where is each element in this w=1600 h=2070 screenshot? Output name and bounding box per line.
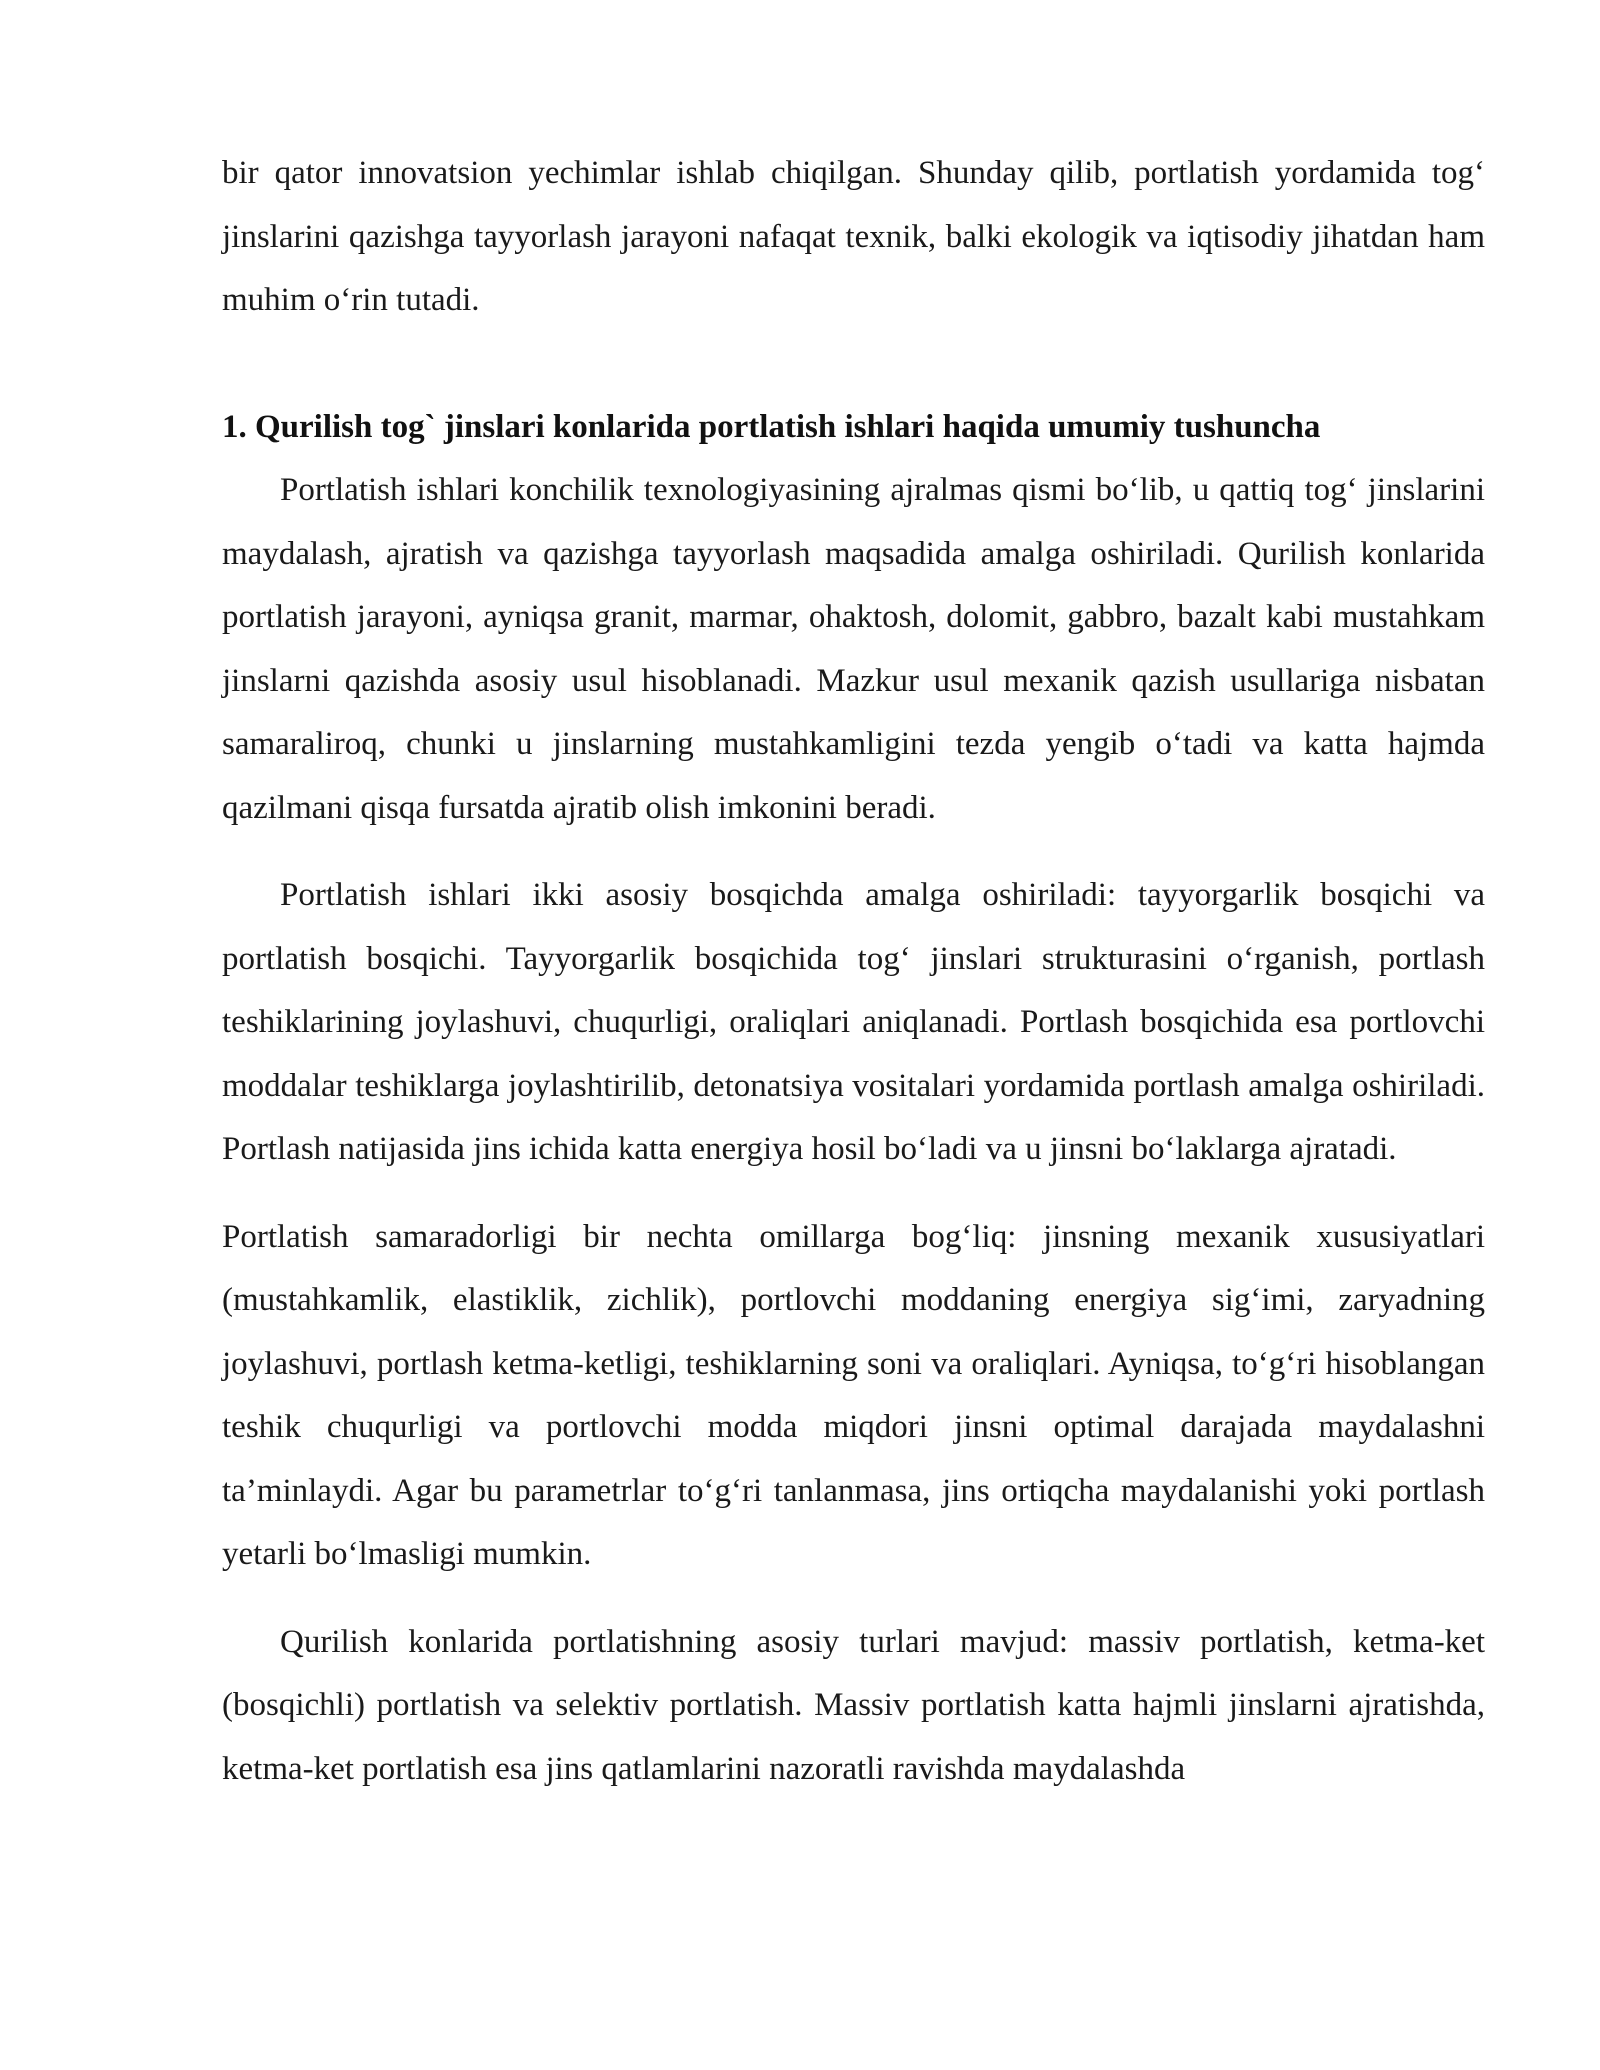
intro-paragraph: bir qator innovatsion yechimlar ishlab chiqilgan. Shunday qilib, portlatish yordamida tog‘ jinslarini qazishga tayyorlash jarayoni nafaqat texnik, balki ekologik va iqtisodiy jihatdan ham muhim o‘rin tutadi. [222, 155, 1485, 318]
body-paragraph-4: Qurilish konlarida portlatishning asosiy turlari mavjud: massiv portlatish, ketma-ket (bosqichli) portlatish va selektiv portlatish. Massiv portlatish katta hajmli jinslarni ajratishda, ketma-ket portlatish esa jins qatlamlarini nazoratli ravishda maydalashda [222, 1623, 1485, 1787]
body-paragraph-1: Portlatish ishlari konchilik texnologiyasining ajralmas qismi bo‘lib, u qattiq tog‘ jinslarini maydalash, ajratish va qazishga tayyorlash maqsadida amalga oshiriladi. Qurilish konlarida portlatish jarayoni, ayniqsa granit, marmar, ohaktosh, dolomit, gabbro, bazalt kabi mustahkam jinslarni qazishda asosiy usul hisoblanadi. Mazkur usul mexanik qazish usullariga nisbatan samaraliroq, chunki u jinslarning mustahkamligini tezda yengib o‘tadi va katta hajmda qazilmani qisqa fursatda ajratib olish imkonini beradi. [222, 472, 1485, 826]
body-paragraph-3: Portlatish samaradorligi bir nechta omillarga bog‘liq: jinsning mexanik xususiyatlari (mustahkamlik, elastiklik, zichlik), portlovchi moddaning energiya sig‘imi, zaryadning joylashuvi, portlash ketma-ketligi, teshiklarning soni va oraliqlari. Ayniqsa, to‘g‘ri hisoblangan teshik chuqurligi va portlovchi modda miqdori jinsni optimal darajada maydalashni ta’minlaydi. Agar bu parametrlar to‘g‘ri tanlanmasa, jins ortiqcha maydalanishi yoki portlash yetarli bo‘lmasligi mumkin. [222, 1218, 1485, 1572]
document-body [222, 142, 1485, 1801]
body-paragraph-2: Portlatish ishlari ikki asosiy bosqichda amalga oshiriladi: tayyorgarlik bosqichi va portlatish bosqichi. Tayyorgarlik bosqichida tog‘ jinslari strukturasini o‘rganish, portlash teshiklarining joylashuvi, chuqurligi, oraliqlari aniqlanadi. Portlash bosqichida esa portlovchi moddalar teshiklarga joylashtirilib, detonatsiya vositalari yordamida portlash amalga oshiriladi. Portlash natijasida jins ichida katta energiya hosil bo‘ladi va u jinsni bo‘laklarga ajratadi. [222, 877, 1485, 1167]
section-heading: 1. Qurilish tog` jinslari konlarida portlatish ishlari haqida umumiy tushuncha [222, 408, 1321, 445]
